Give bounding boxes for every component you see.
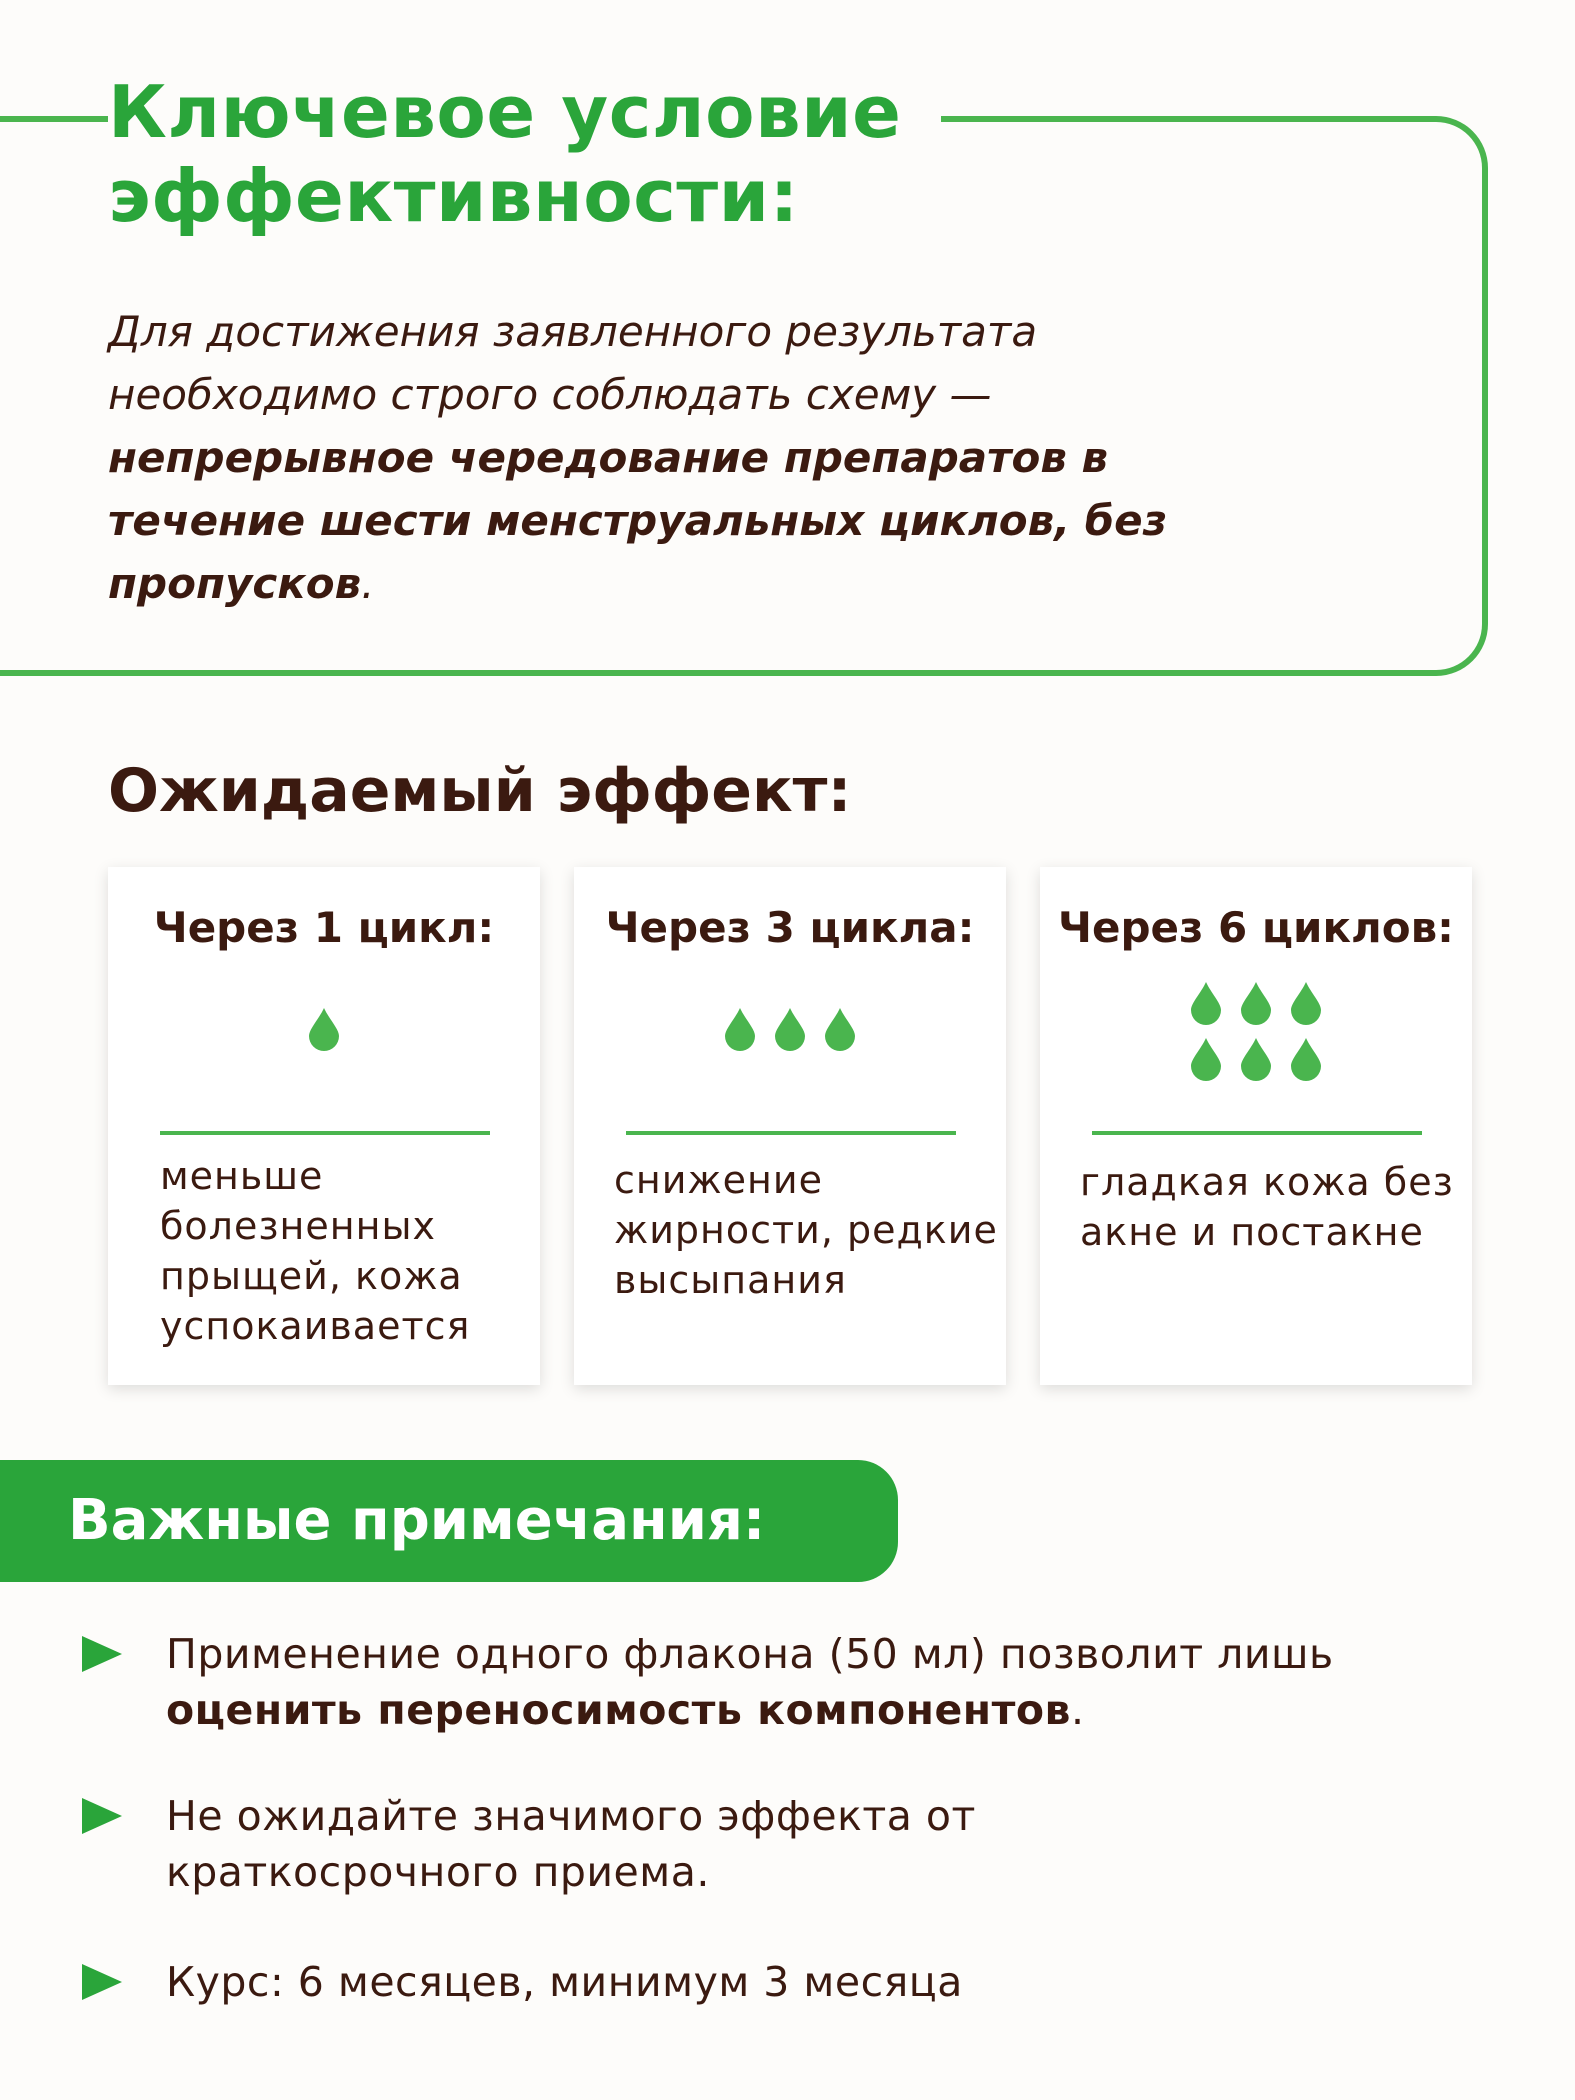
water-drop-icon [1239, 981, 1273, 1025]
note-text [166, 1788, 1006, 1900]
drops-group [1181, 981, 1331, 1093]
water-drop-icon [307, 1007, 341, 1051]
water-drop-icon [1189, 1037, 1223, 1081]
water-drop-icon [1239, 1037, 1273, 1081]
effect-card-text: меньше болезненных прыщей, кожа успокаивается [160, 1154, 471, 1348]
effect-card-heading: Через 1 цикл: [153, 903, 495, 952]
condition-text [108, 300, 1238, 615]
effect-card-heading: Через 6 циклов: [1058, 903, 1454, 952]
note-text-regular: Применение одного флакона (50 мл) позволит лишь [166, 1630, 1334, 1678]
note-text-regular: Курс: 6 месяцев, минимум 3 месяца [166, 1958, 963, 2006]
effect-title: Ожидаемый эффект: [108, 756, 852, 826]
card-divider [160, 1131, 490, 1135]
condition-text-regular: Для достижения заявленного результата необходимо строго соблюдать схему — [108, 307, 1038, 419]
water-drop-icon [823, 1007, 857, 1051]
water-drop-icon [773, 1007, 807, 1051]
triangle-arrow-icon [80, 1634, 124, 1674]
effect-card-2 [574, 867, 1006, 1385]
effect-card-text: снижение жирности, редкие высыпания [614, 1158, 998, 1302]
effect-card-3 [1040, 867, 1472, 1385]
water-drop-icon [723, 1007, 757, 1051]
triangle-arrow-icon [80, 1796, 124, 1836]
card-divider [626, 1131, 956, 1135]
condition-text-bold: непрерывное чередование препаратов в течение шести менструальных циклов, без пропусков [108, 433, 1168, 608]
card-divider [1092, 1131, 1422, 1135]
note-text [166, 1954, 1426, 2010]
note-text [166, 1626, 1426, 1738]
drops-group [574, 1007, 1006, 1063]
notes-title: Важные примечания: [68, 1488, 766, 1553]
effect-card-heading: Через 3 цикла: [605, 903, 975, 952]
water-drop-icon [1289, 1037, 1323, 1081]
notes-banner [0, 1460, 898, 1582]
water-drop-icon [1189, 981, 1223, 1025]
condition-text-end: . [361, 559, 375, 608]
note-text-bold: оценить переносимость компонентов [166, 1686, 1071, 1734]
effect-card-text: гладкая кожа без акне и постакне [1080, 1160, 1454, 1254]
effect-card-1 [108, 867, 540, 1385]
triangle-arrow-icon [80, 1962, 124, 2002]
water-drop-icon [1289, 981, 1323, 1025]
note-text-regular: Не ожидайте значимого эффекта от краткосрочного приема. [166, 1792, 976, 1896]
note-text-end: . [1071, 1686, 1085, 1734]
condition-title-line1: Ключевое условие [108, 70, 902, 154]
drops-group [108, 1007, 540, 1063]
condition-title [108, 70, 941, 238]
condition-title-line2: эффективности: [108, 154, 799, 238]
